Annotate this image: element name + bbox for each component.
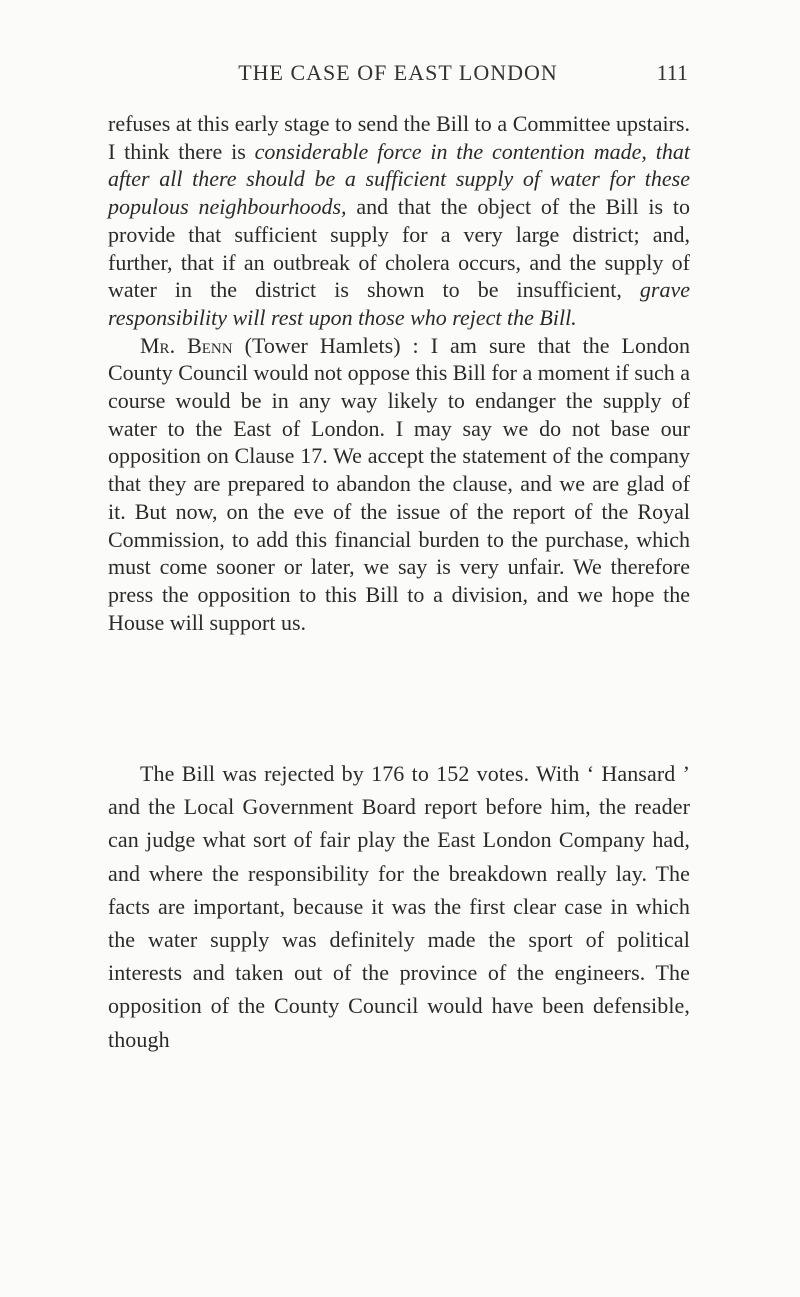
speech-text: (Tower Hamlets) : I am sure that the London County Council would not oppose this Bill for a moment if such a course would be in any way likely to endanger the supply of water to the East of London. I may say we do not base our opposition on Clause 17. We accept the statement of the company that they are prepared to abandon the clause, and we are glad of it. But now, on the eve of the issue of the report of the Royal Commission, to add this financial burden to the purchase, which must come sooner or later, we say is very unfair. We therefore press the opposition to this Bill to a division, and we hope the House will support us. bbox=[108, 332, 690, 635]
paragraph-narrative: The Bill was rejected by 176 to 152 votes. With ‘ Hansard ’ and the Local Government Board report before him, the reader can judge what sort of fair play the East London Company had, and where the responsibility for the breakdown really lay. The facts are important, because it was the first clear case in which the water supply was definitely made the sport of political interests and taken out of the province of the engineers. The opposition of the County Council would have been defensible, though bbox=[108, 761, 690, 1052]
page-number: 111 bbox=[656, 60, 688, 85]
running-head bbox=[108, 60, 688, 100]
running-title: THE CASE OF EAST LONDON bbox=[238, 60, 558, 85]
quote-italic-text: considerable force in the contention made, that after all there should be a sufficient supply of water for these populous neighbourhoods, bbox=[108, 138, 690, 220]
narrative-block bbox=[108, 757, 690, 1056]
quote-italic-text: grave responsibility will rest upon those who reject the Bill. bbox=[108, 277, 690, 330]
paragraph-speech bbox=[108, 332, 690, 637]
quote-text: refuses at this early stage to send the Bill to a Committee upstairs. I think there is bbox=[108, 111, 690, 164]
quoted-speech-block bbox=[108, 110, 690, 636]
quote-text: and that the object of the Bill is to provide that sufficient supply for a very large district; and, further, that if an outbreak of cholera occurs, and the supply of water in the district is shown to be insufficient, bbox=[108, 194, 690, 303]
paragraph-quote-end bbox=[108, 110, 690, 332]
speaker-name: Mr. Benn bbox=[140, 332, 233, 358]
